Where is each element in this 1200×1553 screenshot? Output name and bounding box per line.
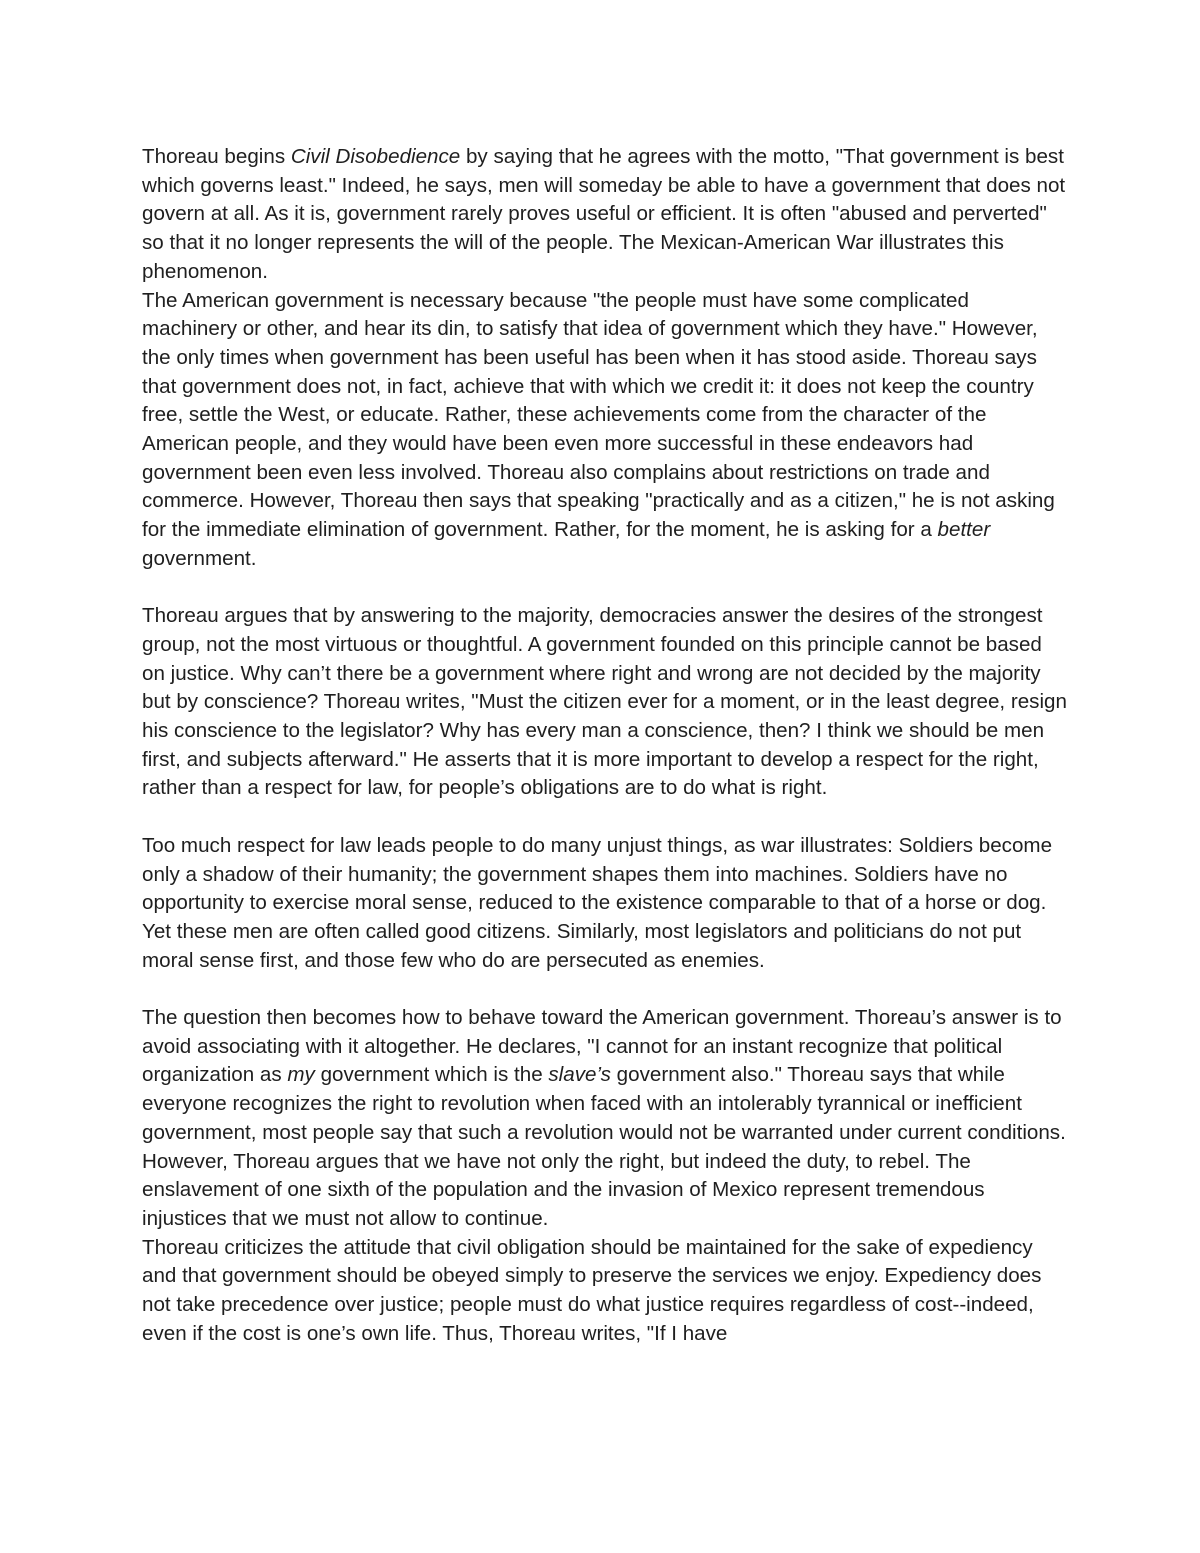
paragraph-4: Too much respect for law leads people to do many unjust things, as war illustrates: Soldiers become only a shadow of their humanity; the government shapes them into machines. Soldiers have no opportunity to exercise moral sense, reduced to the existence comparable to that of a horse or dog. Yet these men are often called good citizens. Similarly, most legislators and politicians do not put moral sense first, and those few who do are persecuted as enemies.: [142, 833, 1053, 972]
emphasis-italic: my: [287, 1063, 315, 1087]
paragraph-text: The question then becomes how to behave toward the American government. Thoreau’s answer is to avoid associating with it altogether. He declares, "I cannot for an instant recognize that political organization as: [142, 1006, 1062, 1087]
paragraph-text: The American government is necessary because "the people must have some complicated machinery or other, and hear its din, to satisfy that idea of government which they have." However, the only times when government has been useful has been when it has stood aside. Thoreau says that government does not, in fact, achieve that with which we credit it: it does not keep the country free, settle the West, or educate. Rather, these achievements come from the character of the American people, and they would have been even more successful in these endeavors had government been even less involved. Thoreau also complains about restrictions on trade and commerce. However, Thoreau then says that speaking "practically and as a citizen," he is not asking for the immediate elimination of government. Rather, for the moment, he is asking for a: [142, 288, 1055, 542]
emphasis-italic: better: [937, 518, 991, 542]
paragraph-spacer: [142, 803, 1067, 832]
document-body: [142, 143, 1067, 1348]
paragraph-spacer: [142, 975, 1067, 1004]
paragraph-text: Thoreau begins: [142, 145, 291, 168]
paragraph-text: government also." Thoreau says that while everyone recognizes the right to revolution when faced with an intolerably tyrannical or inefficient government, most people say that such a revolution would not be warranted under current conditions. However, Thoreau argues that we have not only the right, but indeed the duty, to rebel. The enslavement of one sixth of the population and the invasion of Mexico represent tremendous injustices that we must not allow to continue.: [142, 1063, 1066, 1230]
paragraph-text: government which is the: [314, 1063, 549, 1087]
paragraph-text: by saying that he agrees with the motto, "That government is best which governs least." Indeed, he says, men will someday be able to have a government that does not govern at all. As it is, government rarely proves useful or efficient. It is often "abused and perverted" so that it no longer represents the will of the people. The Mexican-American War illustrates this phenomenon.: [142, 145, 1066, 283]
paragraph-1: [142, 143, 1067, 287]
paragraph-spacer: [142, 574, 1067, 603]
emphasis-italic: slave’s: [548, 1063, 611, 1087]
paragraph-6: Thoreau criticizes the attitude that civil obligation should be maintained for the sake of expediency and that government should be obeyed simply to preserve the services we enjoy. Expediency does not take precedence over justice; people must do what justice requires regardless of cost--indeed, even if the cost is one’s own life. Thus, Thoreau writes, "If I have: [142, 1235, 1042, 1345]
paragraph-5: [142, 1004, 1067, 1234]
paragraph-2: [142, 287, 1067, 574]
book-title-italic: Civil Disobedience: [290, 145, 461, 168]
paragraph-3: Thoreau argues that by answering to the majority, democracies answer the desires of the strongest group, not the most virtuous or thoughtful. A government founded on this principle cannot be based on justice. Why can’t there be a government where right and wrong are not decided by the majority but by conscience? Thoreau writes, "Must the citizen ever for a moment, or in the least degree, resign his conscience to the legislator? Why has every man a conscience, then? I think we should be men first, and subjects afterward." He asserts that it is more important to develop a respect for the right, rather than a respect for law, for people’s obligations are to do what is right.: [142, 604, 1067, 800]
paragraph-text: government.: [142, 546, 257, 570]
